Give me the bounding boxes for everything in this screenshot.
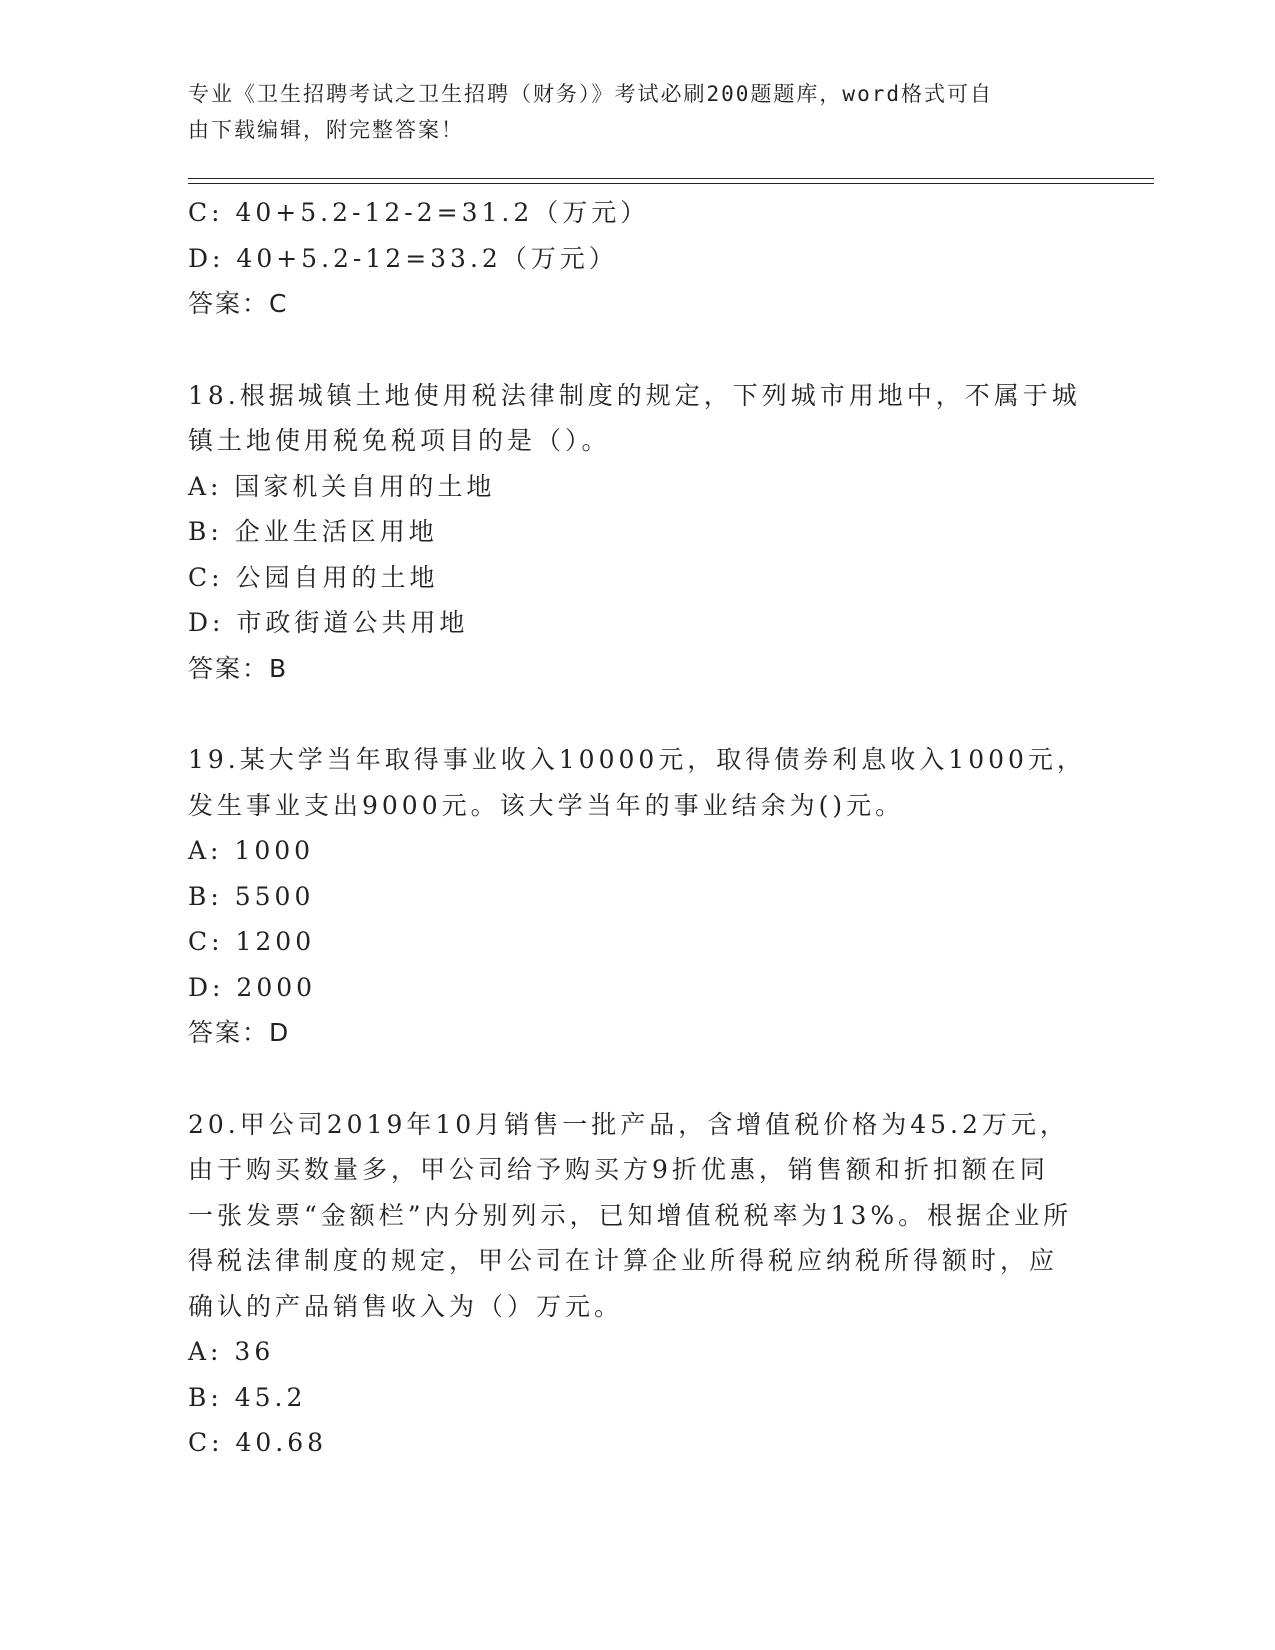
question-stem: 一张发票“金额栏”内分别列示，已知增值税税率为13%。根据企业所 [188, 1200, 1073, 1230]
question-20 [188, 1102, 1088, 1466]
answer-line: 答案：C [188, 289, 289, 318]
option-b: B: 企业生活区用地 [188, 517, 438, 546]
header-line: 专业《卫生招聘考试之卫生招聘（财务）》考试必刷200题题库，word格式可自 [188, 82, 993, 106]
option-d: D: 2000 [188, 972, 317, 1002]
question-stem: 20.甲公司2019年10月销售一批产品，含增值税价格为45.2万元， [188, 1109, 1069, 1139]
question-stem: 发生事业支出9000元。该大学当年的事业结余为()元。 [188, 790, 905, 820]
question-stem: 确认的产品销售收入为（）万元。 [188, 1291, 624, 1321]
option-c: C: 40+5.2-12-2=31.2（万元） [188, 198, 650, 227]
option-b: B: 5500 [188, 881, 315, 911]
option-c: C: 40.68 [188, 1428, 328, 1457]
option-c: C: 公园自用的土地 [188, 562, 439, 592]
question-stem: 得税法律制度的规定，甲公司在计算企业所得税应纳税所得额时，应 [188, 1246, 1059, 1275]
question-19 [188, 737, 1088, 1056]
question-content [188, 190, 1088, 1466]
question-stem: 19.某大学当年取得事业收入10000元，取得债券利息收入1000元， [188, 745, 1086, 774]
option-c: C: 1200 [188, 927, 316, 956]
option-a: A: 36 [188, 1337, 275, 1366]
header-divider [188, 178, 1154, 179]
question-stem: 18.根据城镇土地使用税法律制度的规定，下列城市用地中，不属于城 [188, 380, 1081, 410]
option-b: B: 45.2 [188, 1382, 307, 1412]
header-line: 由下载编辑，附完整答案！ [188, 118, 464, 142]
option-a: A: 1000 [188, 836, 315, 865]
answer-line: 答案：B [188, 653, 289, 683]
option-a: A: 国家机关自用的土地 [188, 471, 496, 501]
question-18 [188, 373, 1088, 692]
previous-question-tail [188, 190, 1088, 327]
document-header [188, 76, 1068, 148]
question-stem: 由于购买数量多，甲公司给予购买方9折优惠，销售额和折扣额在同 [188, 1155, 1049, 1184]
option-d: D: 40+5.2-12=33.2（万元） [188, 243, 618, 273]
header-divider [188, 183, 1154, 184]
option-d: D: 市政街道公共用地 [188, 608, 469, 637]
answer-line: 答案：D [188, 1018, 291, 1047]
question-stem: 镇土地使用税免税项目的是（）。 [188, 426, 611, 455]
